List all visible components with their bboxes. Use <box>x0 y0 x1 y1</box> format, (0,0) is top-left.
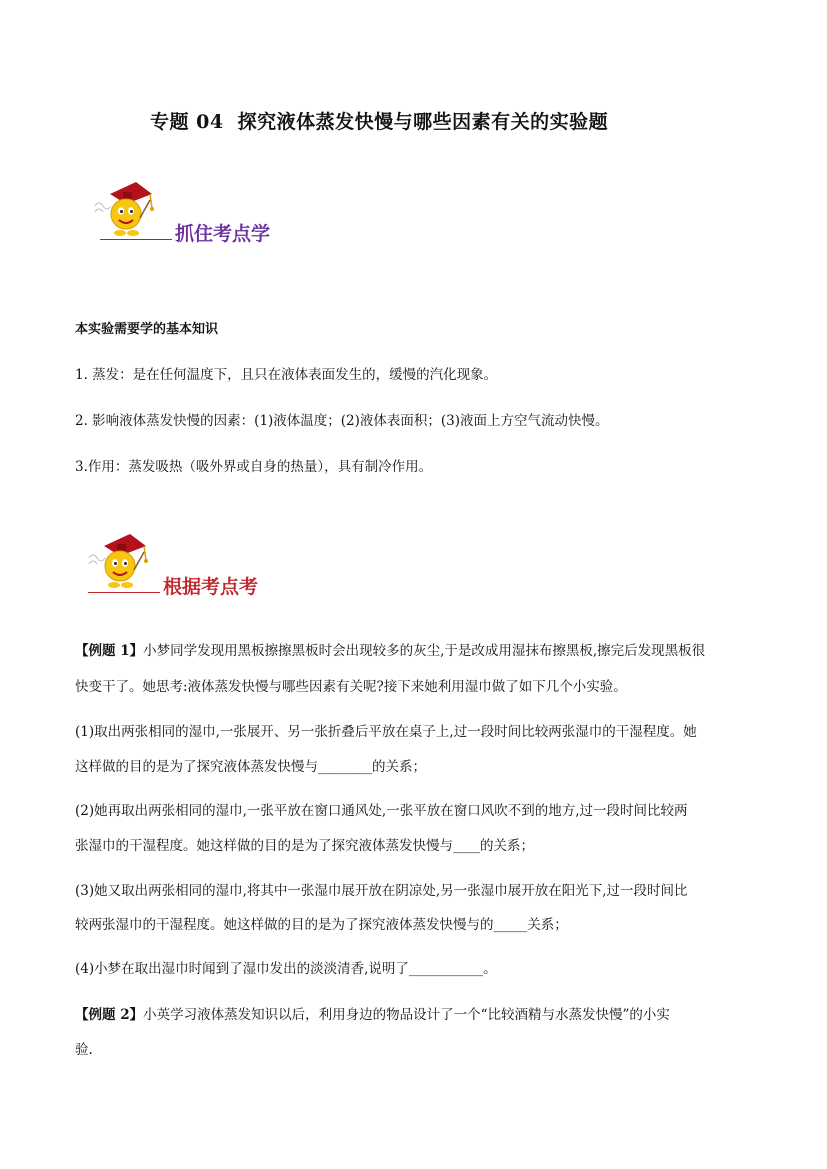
mascot-graduate-icon <box>92 178 156 240</box>
example1-label: 【例题 1】 <box>75 643 144 659</box>
section-underline <box>88 592 160 593</box>
example1-line: 快变干了。她思考:液体蒸发快慢与哪些因素有关呢?接下来她利用湿巾做了如下几个小实验。 <box>75 679 627 695</box>
example2-line: 【例题 2】小英学习液体蒸发知识以后，利用身边的物品设计了一个“比较酒精与水蒸发快慢”的小实 <box>75 1007 670 1023</box>
mascot-graduate-icon <box>86 530 150 592</box>
section-heading-learn: 抓住考点学 <box>175 223 271 245</box>
page-title <box>150 107 608 134</box>
question-2-line: 张湿巾的干湿程度。她这样做的目的是为了探究液体蒸发快慢与____的关系； <box>75 838 534 854</box>
question-3-line: (3)她又取出两张相同的湿巾,将其中一张湿巾展开放在阴凉处,另一张湿巾展开放在阳光下,过一段时间比 <box>75 883 688 899</box>
knowledge-subheading: 本实验需要学的基本知识 <box>75 322 219 337</box>
question-2-line: (2)她再取出两张相同的湿巾,一张平放在窗口通风处,一张平放在窗口风吹不到的地方,过一段时间比较两 <box>75 803 688 819</box>
question-4: (4)小梦在取出湿巾时闻到了湿巾发出的淡淡清香,说明了___________。 <box>75 961 497 977</box>
topic-title: 探究液体蒸发快慢与哪些因素有关的实验题 <box>237 111 609 133</box>
question-1-line: (1)取出两张相同的湿巾,一张展开、另一张折叠后平放在桌子上,过一段时间比较两张湿巾的干湿程度。她 <box>75 724 697 740</box>
section-heading-test: 根据考点考 <box>163 576 259 598</box>
topic-number: 专题 04 <box>150 111 224 133</box>
knowledge-item: 1. 蒸发：是在任何温度下，且只在液体表面发生的，缓慢的汽化现象。 <box>75 367 498 383</box>
knowledge-item: 2. 影响液体蒸发快慢的因素：(1)液体温度；(2)液体表面积；(3)液面上方空气流动快慢。 <box>75 413 609 429</box>
question-1-line: 这样做的目的是为了探究液体蒸发快慢与________的关系； <box>75 759 426 775</box>
question-3-line: 较两张湿巾的干湿程度。她这样做的目的是为了探究液体蒸发快慢与的_____关系； <box>75 917 568 933</box>
example2-label: 【例题 2】 <box>75 1007 144 1023</box>
section-underline <box>100 239 172 240</box>
example1-line: 【例题 1】小梦同学发现用黑板擦擦黑板时会出现较多的灰尘,于是改成用湿抹布擦黑板,擦完后发现黑板很 <box>75 643 706 659</box>
example2-line: 验. <box>75 1042 93 1058</box>
knowledge-item: 3.作用：蒸发吸热（吸外界或自身的热量），具有制冷作用。 <box>75 459 433 475</box>
